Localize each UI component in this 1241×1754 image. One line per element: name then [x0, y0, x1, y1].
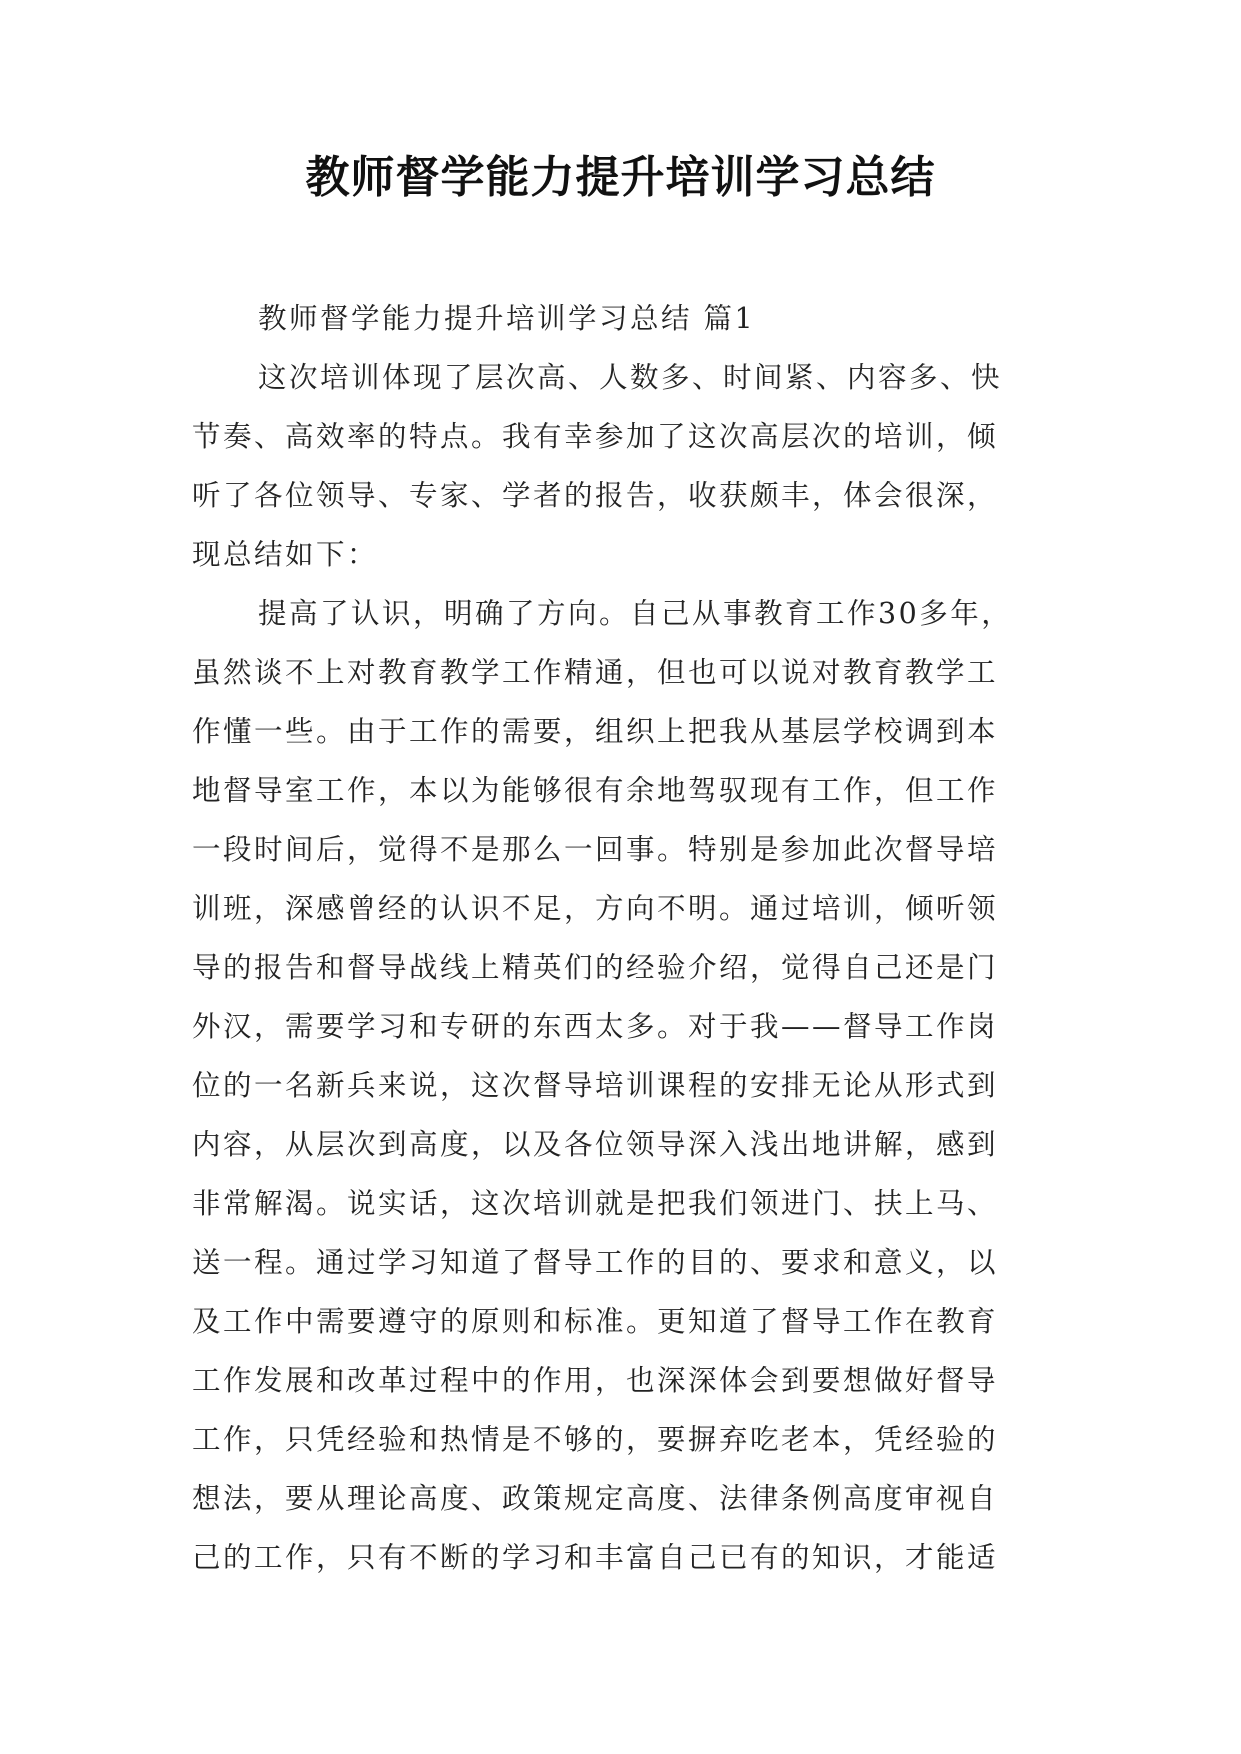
paragraph-line: 节奏、高效率的特点。我有幸参加了这次高层次的培训，倾 [192, 420, 999, 453]
paragraph-line: 外汉，需要学习和专研的东西太多。对于我——督导工作岗 [192, 1010, 999, 1043]
paragraph-line: 地督导室工作，本以为能够很有余地驾驭现有工作，但工作 [192, 774, 999, 807]
paragraph-line: 听了各位领导、专家、学者的报告，收获颇丰，体会很深， [192, 479, 999, 512]
paragraph-line: 导的报告和督导战线上精英们的经验介绍，觉得自己还是门 [192, 951, 999, 984]
paragraph-line: 提高了认识，明确了方向。自己从事教育工作30多年， [258, 597, 1013, 630]
paragraph-line: 现总结如下： [192, 538, 379, 571]
paragraph-line: 送一程。通过学习知道了督导工作的目的、要求和意义，以 [192, 1246, 999, 1279]
paragraph-line: 内容，从层次到高度，以及各位领导深入浅出地讲解，感到 [192, 1128, 999, 1161]
paragraph-line: 工作发展和改革过程中的作用，也深深体会到要想做好督导 [192, 1364, 999, 1397]
section-heading: 教师督学能力提升培训学习总结 篇1 [258, 302, 756, 335]
document-title: 教师督学能力提升培训学习总结 [305, 152, 936, 203]
paragraph-line: 位的一名新兵来说，这次督导培训课程的安排无论从形式到 [192, 1069, 999, 1102]
paragraph-line: 及工作中需要遵守的原则和标准。更知道了督导工作在教育 [192, 1305, 999, 1338]
paragraph-line: 虽然谈不上对教育教学工作精通，但也可以说对教育教学工 [192, 656, 999, 689]
paragraph-2 [192, 584, 1052, 1587]
paragraph-1 [192, 348, 1052, 584]
paragraph-line: 这次培训体现了层次高、人数多、时间紧、内容多、快 [258, 361, 1003, 394]
paragraph-line: 训班，深感曾经的认识不足，方向不明。通过培训，倾听领 [192, 892, 999, 925]
paragraph-line: 作懂一些。由于工作的需要，组织上把我从基层学校调到本 [192, 715, 999, 748]
document-body [192, 289, 1052, 1587]
paragraph-line: 工作，只凭经验和热情是不够的，要摒弃吃老本，凭经验的 [192, 1423, 999, 1456]
paragraph-line: 非常解渴。说实话，这次培训就是把我们领进门、扶上马、 [192, 1187, 999, 1220]
paragraph-line: 己的工作，只有不断的学习和丰富自己已有的知识，才能适 [192, 1541, 999, 1574]
paragraph-line: 一段时间后，觉得不是那么一回事。特别是参加此次督导培 [192, 833, 999, 866]
paragraph-line: 想法，要从理论高度、政策规定高度、法律条例高度审视自 [192, 1482, 999, 1515]
